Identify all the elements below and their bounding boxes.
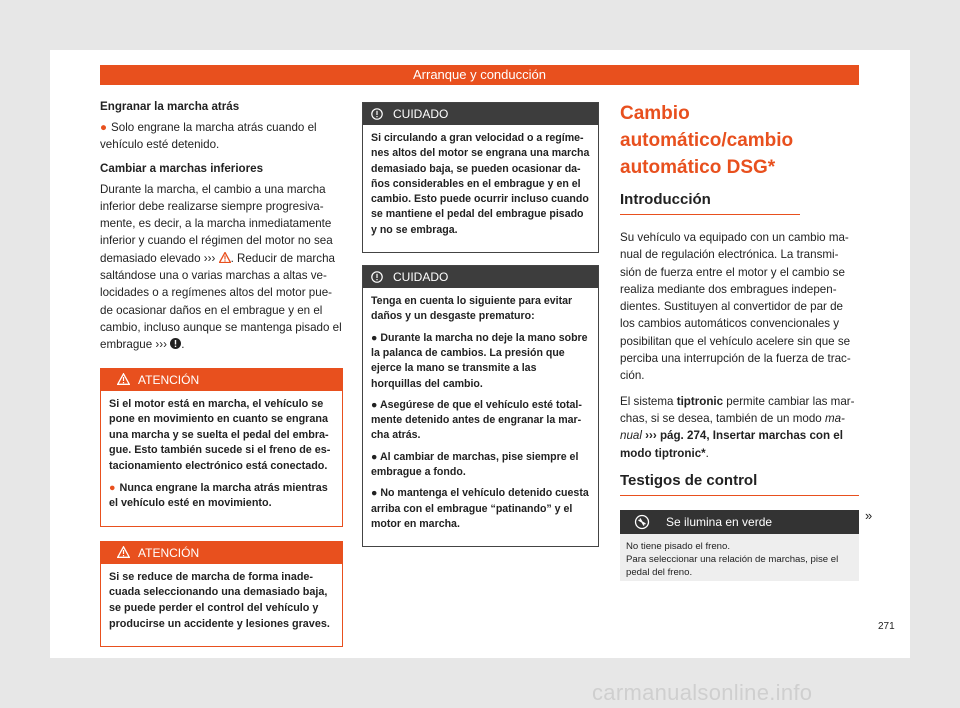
heading-downshift: Cambiar a marchas inferiores bbox=[100, 161, 264, 175]
indicator-title: Se ilumina en verde bbox=[666, 514, 773, 529]
heading-reverse-gear: Engranar la marcha atrás bbox=[100, 100, 240, 113]
caution-bullet: ● Al cambiar de marchas, pise siempre el embrague a fondo. bbox=[371, 450, 579, 479]
heading-introduction: Introducción bbox=[620, 191, 800, 215]
heading-warning-lights: Testigos de control bbox=[620, 472, 859, 496]
tiptronic-text: El sistema tiptronic permite cambiar las mar-chas, si se desea, también de un modo ma-nual ››› pág. 274, Insertar marchas con el modo tiptronic*. bbox=[620, 394, 855, 460]
info-circle-icon bbox=[371, 271, 383, 283]
caution-bullet: ● Durante la marcha no deje la mano sobre la palanca de cambios. La presión que ejerce la mano se transmite a las horquillas del cambio. bbox=[371, 331, 588, 390]
intro-text: Su vehículo va equipado con un cambio ma-nual de regulación electrónica. La transmi-sión de fuerza entre el motor y el cambio se realiza mediante dos embragues indepen-dientes. Sustituyen al convertidor de par de los cambios automáticos convencionales y posibilitan que el vehículo acelere sin que se perciba una interrupción de la fuerza de trac-ción. bbox=[620, 231, 851, 383]
watermark: carmanualsonline.info bbox=[592, 680, 813, 705]
column-right bbox=[620, 100, 859, 581]
downshift-text: Durante la marcha, el cambio a una marcha inferior debe realizarse siempre progresiva-mente, es decir, a la marcha inmediatamente inferior y cuando el régimen del motor no sea demasiado elevado ››› . Reducir de marcha saltándose una o varias marchas a altas ve-locidades o a regímenes altos del motor pue-de ocasionar daños en el embrague y en el cambio, incluso aunque se mantenga pisado el embrague ››› . bbox=[100, 182, 342, 352]
caution-box-1 bbox=[362, 102, 599, 253]
info-circle-icon bbox=[371, 108, 383, 120]
warning-bullet: ● Nunca engrane la marcha atrás mientras el vehículo esté en movimiento. bbox=[109, 481, 328, 510]
brake-pedal-indicator-icon bbox=[634, 514, 650, 530]
warning-box-body: Si el motor está en marcha, el vehículo se pone en movimiento en cuanto se engrana una marcha y se suelta el pedal del embra-gue. Esto también sucede si el freno de es-tacionamiento electrónico está conectado. ● Nunca engrane la marcha atrás mientras el vehículo esté en movimiento. bbox=[101, 391, 342, 526]
warning-triangle-icon bbox=[117, 546, 130, 558]
bullet-icon: ● bbox=[371, 450, 380, 463]
warning-triangle-icon bbox=[219, 252, 231, 263]
warning-box-header: ATENCIÓN bbox=[101, 369, 342, 391]
warning-box-header: ATENCIÓN bbox=[101, 542, 342, 564]
caution-box-2 bbox=[362, 265, 599, 547]
warning-box-1 bbox=[100, 368, 343, 527]
column-middle bbox=[362, 102, 599, 547]
bullet-icon: ● bbox=[100, 121, 108, 134]
continue-marker: » bbox=[865, 508, 873, 523]
caution-box-body: Si circulando a gran velocidad o a regíme-nes altos del motor se engrana una marcha demasiado baja, se pueden ocasionar da-ños considerables en el embrague y en el cambio. Esto puede ocurrir incluso cuando se mantiene el pedal del embrague pisado y no se embraga. bbox=[371, 132, 590, 236]
bullet-icon: ● bbox=[109, 481, 116, 494]
warning-triangle-icon bbox=[117, 373, 130, 385]
chapter-header: Arranque y conducción bbox=[100, 65, 859, 85]
caution-box-header: CUIDADO bbox=[363, 103, 598, 125]
warning-box-body: Si se reduce de marcha de forma inade-cuada seleccionando una demasiado baja, se puede perder el control del vehículo y producirse un accidente y lesiones graves. bbox=[109, 570, 330, 630]
bullet-icon: ● bbox=[371, 487, 381, 500]
page-number: 271 bbox=[878, 621, 895, 632]
indicator-header bbox=[620, 510, 859, 534]
caution-bullet: ● No mantenga el vehículo detenido cuesta arriba con el embrague “patinando” y el motor en marcha. bbox=[371, 487, 589, 530]
warning-box-2 bbox=[100, 541, 343, 647]
caution-bullet: ● Asegúrese de que el vehículo esté total-mente detenido antes de engranar la mar-cha atrás. bbox=[371, 398, 582, 442]
caution-box-body: Tenga en cuenta lo siguiente para evitar daños y un desgaste prematuro: ● Durante la marcha no deje la mano sobre la palanca de cambios. La presión que ejerce la mano se transmite a las horquillas del cambio. ● Asegúrese de que el vehículo esté total-mente detenido antes de engranar la mar-cha atrás. ● Al cambiar de marchas, pise siempre el embrague a fondo. ● No mantenga el vehículo detenido cuesta arriba con el embrague “patinando” y el motor en marcha. bbox=[363, 288, 598, 546]
section-title: Cambio automático/cambio automático DSG* bbox=[620, 103, 794, 178]
info-circle-icon bbox=[170, 338, 181, 349]
indicator-description: No tiene pisado el freno. Para seleccionar una relación de marchas, pise el pedal del freno. bbox=[620, 534, 859, 581]
page-reference-link[interactable]: ››› pág. 274, Insertar marchas con el modo tiptronic* bbox=[620, 429, 843, 460]
bullet-icon: ● bbox=[371, 331, 381, 344]
reverse-gear-text: ● Solo engrane la marcha atrás cuando el vehículo esté detenido. bbox=[100, 121, 317, 152]
bullet-icon: ● bbox=[371, 398, 380, 411]
column-left bbox=[100, 96, 343, 647]
caution-box-header: CUIDADO bbox=[363, 266, 598, 288]
